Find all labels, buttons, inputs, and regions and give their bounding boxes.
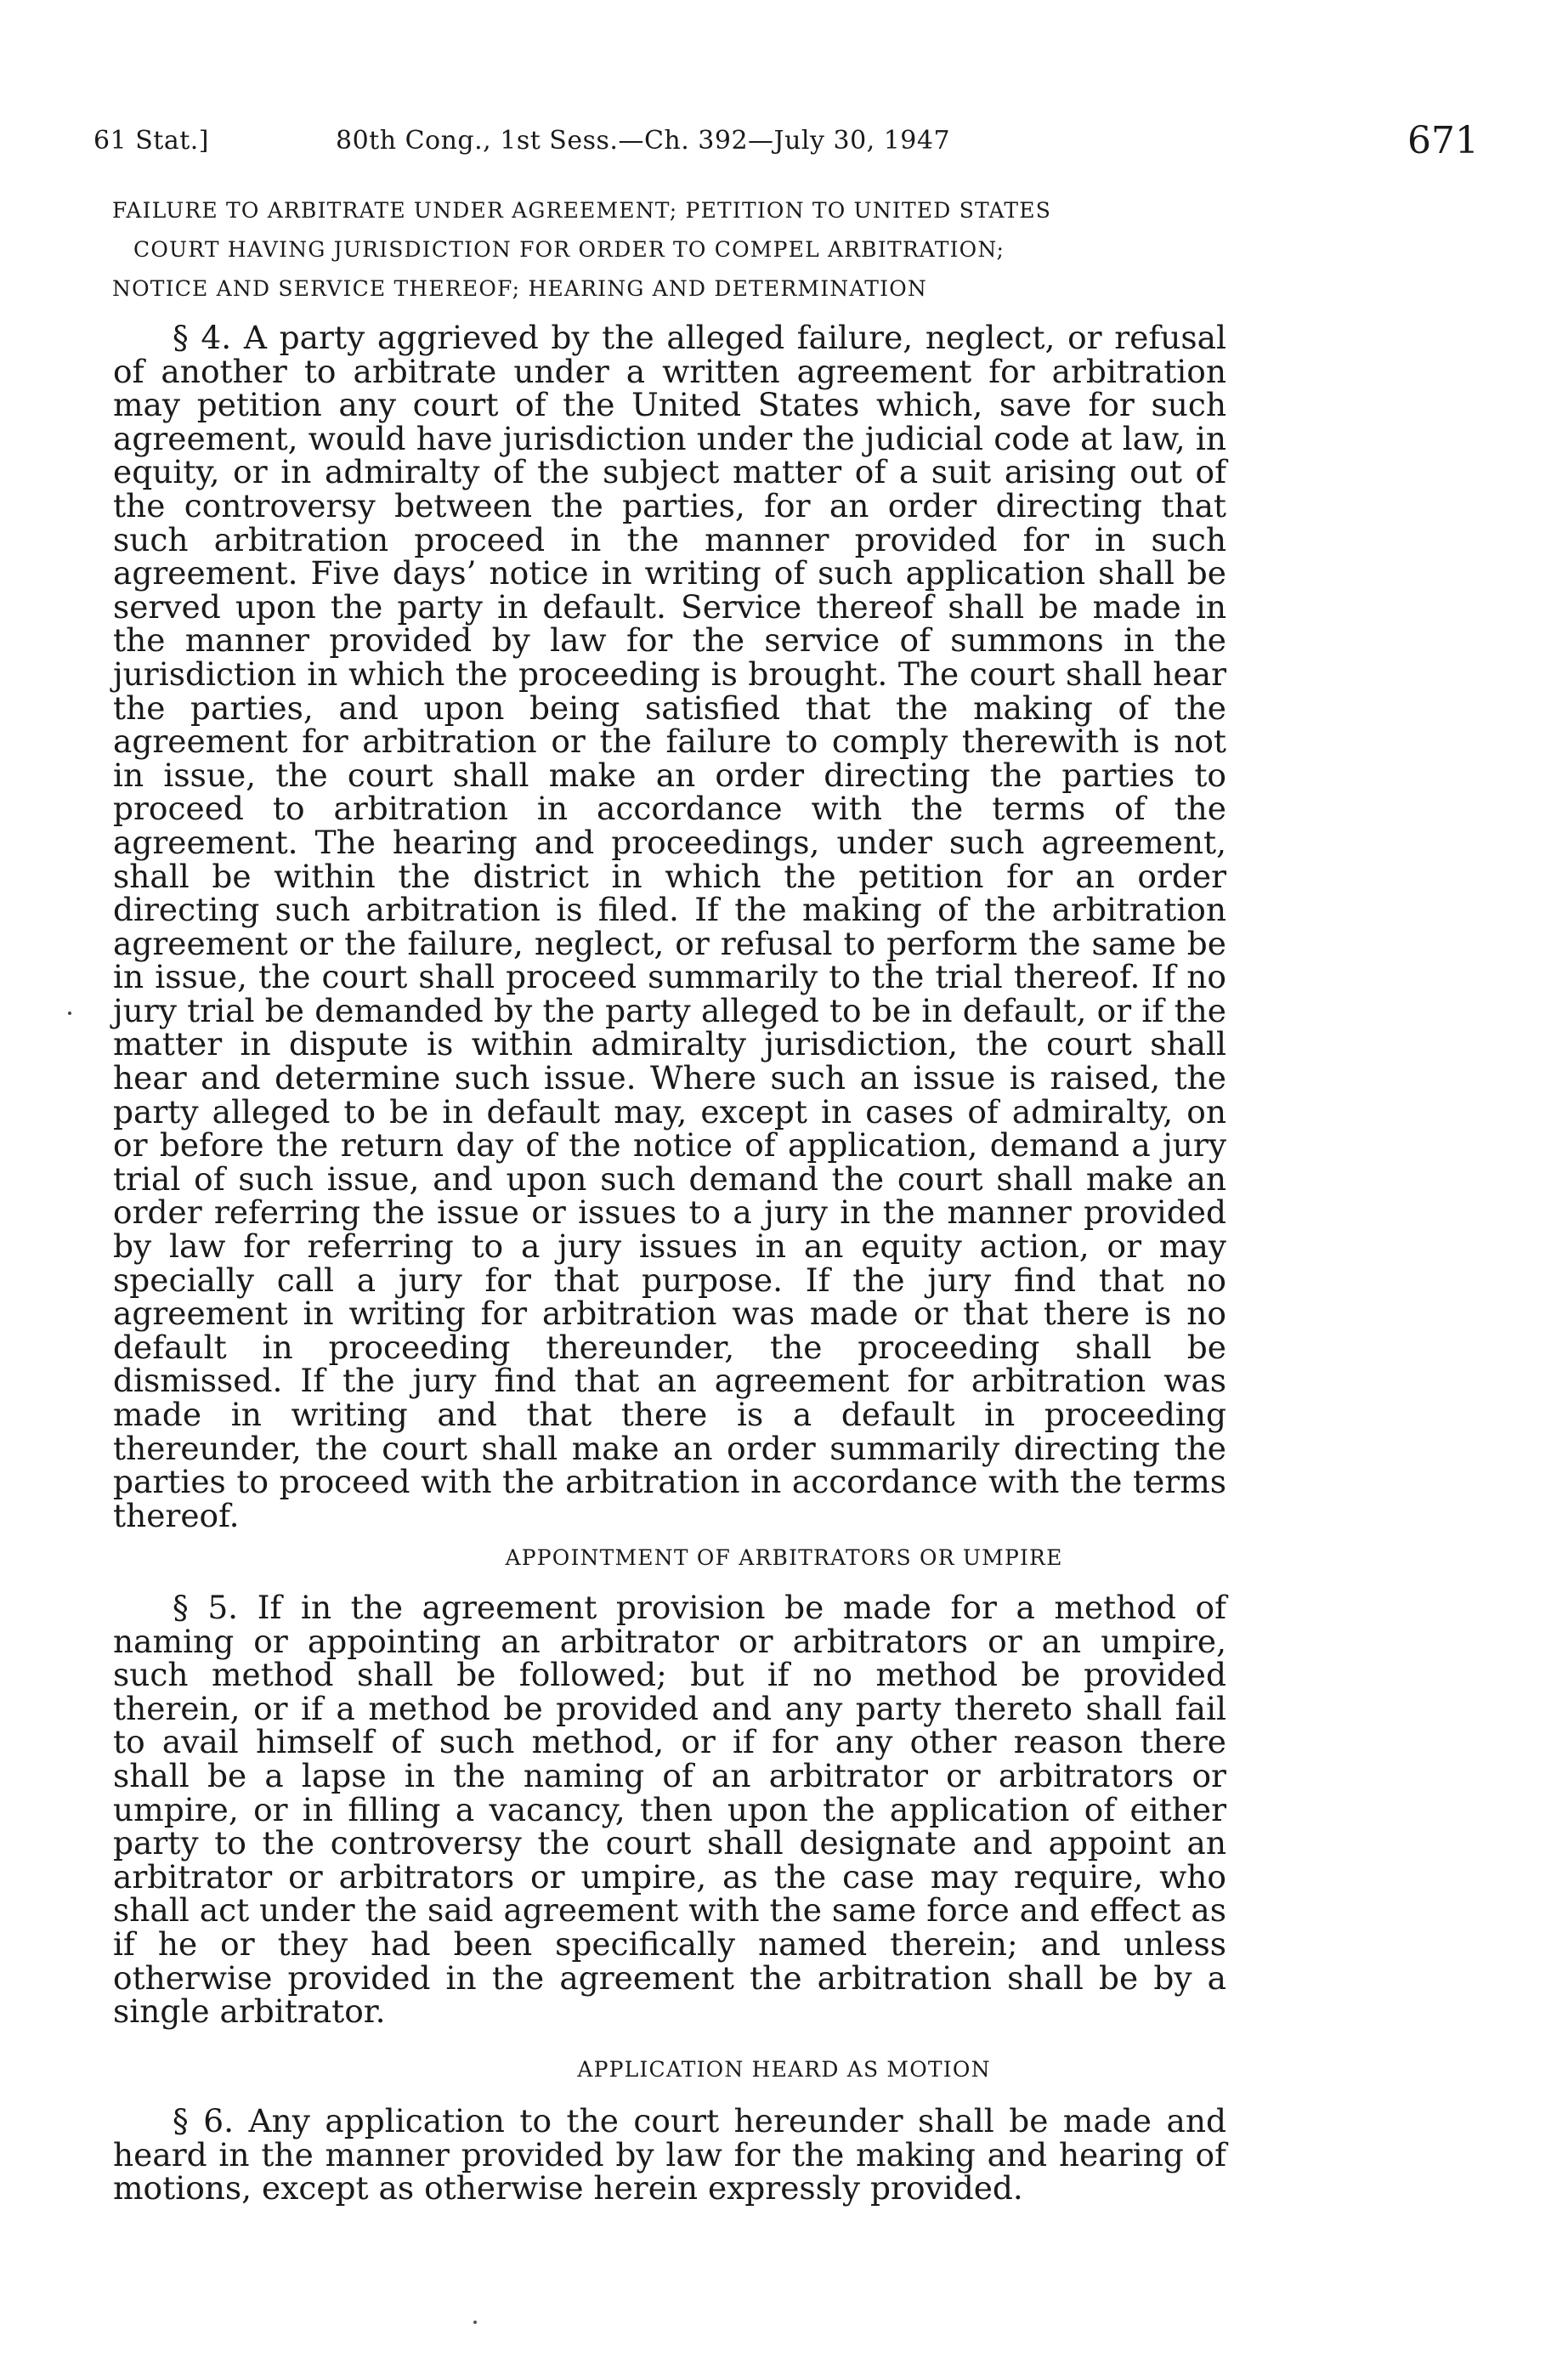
running-head: [93, 119, 1479, 170]
section-4-paragraph: [113, 321, 1226, 1533]
section-6-text: Any application to the court hereunder shall be made and heard in the manner provided by law for the making and hearing of motions, except as otherwise herein expressly provided.: [113, 2102, 1226, 2207]
section-6-number: § 6.: [173, 2102, 235, 2139]
section-4-heading: [112, 191, 1237, 309]
session-chapter-date: 80th Cong., 1st Sess.—Ch. 392—July 30, 1947: [336, 126, 951, 156]
section-4-heading-line: FAILURE TO ARBITRATE UNDER AGREEMENT; PETITION TO UNITED STATES: [112, 198, 1052, 223]
section-6-paragraph: [113, 2102, 1226, 2207]
volume-citation: 61 Stat.]: [93, 126, 209, 156]
section-4-number: § 4.: [173, 319, 232, 356]
page-number: 671: [1407, 119, 1479, 162]
section-6-heading: APPLICATION HEARD AS MOTION: [577, 2057, 991, 2082]
margin-mark: [68, 1012, 71, 1015]
section-5-number: § 5.: [173, 1589, 239, 1626]
section-5-heading: APPOINTMENT OF ARBITRATORS OR UMPIRE: [505, 1545, 1063, 1570]
section-4-text: A party aggrieved by the alleged failure, neglect, or refusal of another to arbitrate under a written agreement for arbitration may petition any court of the United States which, save for such agreement, would have jurisdiction under the judicial code at law, in equity, or in admiralty of the subject matter of a suit arising out of the controversy between the parties, for an order directing that such arbitration proceed in the manner provided for in such agreement. Five days’ notice in writing of such application shall be served upon the party in default. Service thereof shall be made in the manner provided by law for the service of summons in the jurisdiction in which the proceeding is brought. The court shall hear the parties, and upon being satisfied that the making of the agreement for arbitration or the failure to comply therewith is not in issue, the court shall make an order directing the parties to proceed to arbitration in accordance with the terms of the agreement. The hearing and proceedings, under such agreement, shall be within the district in which the petition for an order directing such arbitration is filed. If the making of the arbitration agreement or the failure, neglect, or refusal to perform the same be in issue, the court shall proceed summarily to the trial thereof. If no jury trial be demanded by the party alleged to be in default, or if the matter in dispute is within admiralty jurisdiction, the court shall hear and determine such issue. Where such an issue is raised, the party alleged to be in default may, except in cases of admiralty, on or before the return day of the notice of application, demand a jury trial of such issue, and upon such demand the court shall make an order referring the issue or issues to a jury in the manner provided by law for referring to a jury issues in an equity action, or may specially call a jury for that purpose. If the jury find that no agreement in writing for arbitration was made or that there is no default in proceeding thereunder, the proceeding shall be dismissed. If the jury find that an agreement for arbitration was made in writing and that there is a default in proceeding thereunder, the court shall make an order summarily directing the parties to proceed with the arbitration in accordance with the terms thereof.: [113, 319, 1227, 1534]
footer-mark: [473, 2321, 477, 2324]
section-5-paragraph: [113, 1591, 1226, 2029]
section-4-heading-line: NOTICE AND SERVICE THEREOF; HEARING AND DETERMINATION: [112, 276, 927, 301]
section-4-heading-line: COURT HAVING JURISDICTION FOR ORDER TO COMPEL ARBITRATION;: [133, 237, 1005, 262]
section-5-text: If in the agreement provision be made for a method of naming or appointing an arbitrator or arbitrators or an umpire, such method shall be followed; but if no method be provided therein, or if a method be provided and any party thereto shall fail to avail himself of such method, or if for any other reason there shall be a lapse in the naming of an arbitrator or arbitrators or umpire, or in filling a vacancy, then upon the application of either party to the controversy the court shall designate and appoint an arbitrator or arbitrators or umpire, as the case may require, who shall act under the said agreement with the same force and effect as if he or they had been specifically named therein; and unless otherwise provided in the agreement the arbitration shall be by a single arbitrator.: [113, 1589, 1226, 2031]
